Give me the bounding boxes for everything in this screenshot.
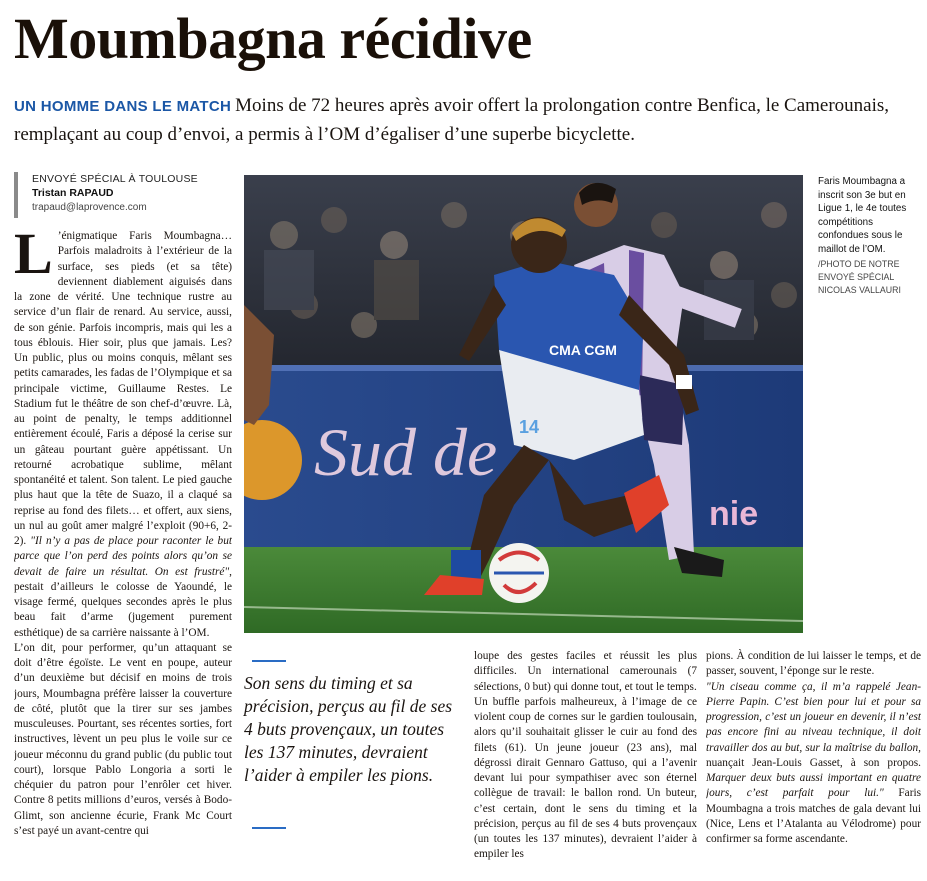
pullquote: Son sens du timing et sa précision, perçus au fil de ses 4 buts provençaux, un toutes les 137 minutes, devraient l’aider à empiler les pions. [244,673,453,785]
col4-attribution: nuançait Jean-Louis Gasset, à son propos. [706,756,921,769]
article-column-4 [706,649,921,877]
shorts-number: 14 [519,417,540,437]
col3-para1: loupe des gestes faciles et réussit les plus difficiles. Un international camerounais (7 sélections, 0 but) qui donne tout, et tout le temps. [474,650,697,693]
shirt-sponsor: CMA CGM [549,342,617,358]
pullquote-rule-bottom [252,827,286,829]
pullquote-rule-top [252,660,286,662]
col4-para1: pions. À condition de lui laisser le temps, et de passer, souvent, l’éponge sur le reste. [706,650,921,678]
article-column-3 [474,649,697,877]
deck-kicker: UN HOMME DANS LE MATCH [14,98,232,115]
deck [14,92,919,149]
col4-quote-1: "Un ciseau comme ça, il m’a rappelé Jean-Pierre Papin. C’est bien pour lui et pour sa progression, c’est un joueur en devenir, il n’est pas encore fini au niveau technique, il doit travailler dos au but, sur la maîtrise du ballon, [706,680,921,754]
match-photo [244,175,803,633]
col4-ending: Faris Moumbagna a trois matches de gala devant lui (Nice, Lens et l’Atalanta au Vélodrome) pour confirmer sa forme ascendante. [706,787,921,845]
headline: Moumbagna récidive [14,6,532,71]
deck-text: Moins de 72 heures après avoir offert la prolongation contre Benfica, le Camerounais, remplaçant au coup d’envoi, a permis à l’OM d’égaliser d’une superbe bicyclette. [14,95,890,145]
col1-para1: ’énigmatique Faris Moumbagna… Parfois maladroits à l’extérieur de la surface, ses pieds (et sa tête) deviennent diablement aiguisés dans la zone de vérité. Une technique rustre au service d’un flair de renard. Au service, aussi, de son génie. Parfois incompris, mais qui les a tous éblouis. Hier soir, plus que jamais. Les? Un public, plus ou moins conquis, mêlant ses petits camarades, les fadas de l’Olympique et sa principale victime, Guillaume Restes. Le Stadium fut le théâtre de son chef-d’œuvre. Là, au point de penalty, le temps additionnel entièrement écoulé, Faris a déposé la cerise sur un gâteau pourtant guère appétissant. Un retourné acrobatique sublime, mêlant spontanéité et talent. Son talent. Le pied gauche plus haut que la tête de Suazo, il a claqué sa reprise au fond des filets… et offert, aux siens, un nul au goût amer malgré l’exploit (90+6, 2-2). [14,230,232,547]
col1-quote: "Il n’y a pas de place pour raconter le but parce que l’on perd des points alors qu’on se devait de faire un résultat. On est frustré" [14,535,232,578]
byline-author: Tristan RAPAUD [32,187,114,199]
photo-credit: /PHOTO DE NOTRE ENVOYÉ SPÉCIAL NICOLAS VALLAURI [818,259,901,295]
article-column-1 [14,229,232,877]
col3-para2: Un buffle parfois malheureux, à l’image de ce violent coup de cornes sur le gardien toulousain, alors qu’il souhaitait glisser le cuir au fond des filets (61). Un jeune joueur (23 ans), mal dégrossi dirait Gennaro Gattuso, qui a l’avenir devant lui pour sympathiser avec son éternel collègue de travail: le ballon rond. Un buteur, c’est certain, dont le sens du timing et la précision, perçus au fil de ses 4 buts provençaux (un toutes les 137 minutes), devraient l’aider à empiler les [474,695,697,861]
banner-text-2: nie [709,495,759,533]
photo-illustration [244,175,803,633]
col1-para2: L’on dit, pour performer, qu’un attaquant se doit d’être égoïste. Le vent en poupe, auteur d’un deuxième but décisif en moins de trois jours, Moumbagna préfère laisser la couverture de côté, plutôt que la tirer sur ses jambes musculeuses. Pourtant, ses récentes sorties, fort instructives, lèvent un peu plus le voile sur ce joueur méconnu du grand public (du public tout court), lorsque Pablo Longoria a sorti le chéquier du patron pour l’enrôler cet hiver. Contre 8 petits millions d’euros, versés à Bodo-Glimt, son ancienne écurie, Frank Mc Court s’est payé un avant-centre qui [14,641,232,837]
caption-text: Faris Moumbagna a inscrit son 3e but en Ligue 1, le 4e toutes compétitions confondues sous le maillot de l’OM. [818,176,907,255]
byline-email[interactable]: trapaud@laprovence.com [32,202,147,213]
photo-caption [818,175,920,297]
byline [14,172,198,218]
dropcap: L [14,229,53,286]
col1-para1-end: , pestait d’ailleurs le colosse de Yaoundé, le visage fermé, quelques secondes après le plus beau fait d’arme (jugement purement esthétique) de sa carrière naissante à l’OM. [14,565,232,639]
col4-quote-2: Marquer deux buts aussi important en quatre jours, c’est parfait pour lui." [706,772,921,800]
byline-role: ENVOYÉ SPÉCIAL À TOULOUSE [32,173,198,185]
banner-text: Sud de [314,414,498,490]
